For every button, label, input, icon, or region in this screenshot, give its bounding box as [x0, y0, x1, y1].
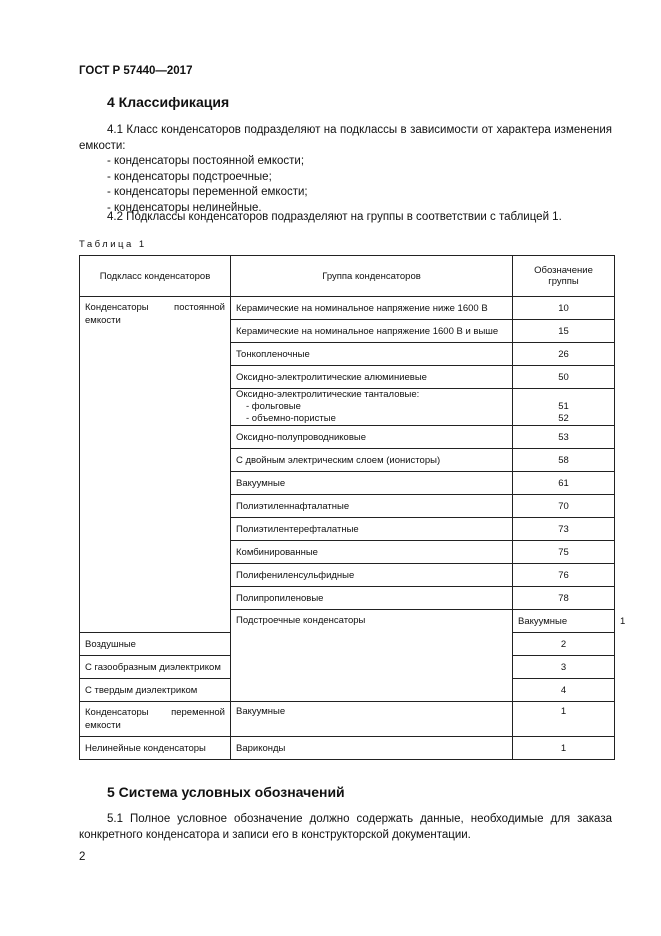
- column-header-code: Обозначение группы: [513, 256, 615, 297]
- group-cell: Вариконды: [231, 737, 513, 760]
- column-header-group: Группа конденсаторов: [231, 256, 513, 297]
- code-cell: 70: [513, 495, 615, 518]
- table-header-row: [80, 256, 615, 297]
- code-cell: 10: [513, 297, 615, 320]
- table-row: [80, 702, 615, 737]
- page-number: 2: [79, 851, 86, 863]
- section-4-title: 4 Классификация: [107, 94, 230, 110]
- code-cell: 1: [513, 702, 615, 737]
- code-cell: 76: [513, 564, 615, 587]
- code-cell: 73: [513, 518, 615, 541]
- group-cell: Вакуумные: [231, 472, 513, 495]
- table-row: [80, 297, 615, 320]
- group-cell: С двойным электрическим слоем (ионисторы): [231, 449, 513, 472]
- group-cell: Керамические на номинальное напряжение ниже 1600 В: [231, 297, 513, 320]
- code-cell: 50: [513, 366, 615, 389]
- code-cell: 53: [513, 426, 615, 449]
- code-cell: 4: [513, 679, 615, 702]
- group-cell: Полиэтиленнафталатные: [231, 495, 513, 518]
- code-cell: 78: [513, 587, 615, 610]
- group-cell: Полифениленсульфидные: [231, 564, 513, 587]
- code-cell: 61: [513, 472, 615, 495]
- group-cell: С твердым диэлектриком: [80, 679, 231, 702]
- subclass-cell: Конденсаторы постоянной емкости: [80, 297, 231, 633]
- group-cell: Оксидно-электролитические алюминиевые: [231, 366, 513, 389]
- table-caption: Таблица 1: [79, 239, 147, 250]
- paragraph-4-2: 4.2 Подклассы конденсаторов подразделяют на группы в соответствии с таблицей 1.: [107, 211, 562, 223]
- group-cell: Полипропиленовые: [231, 587, 513, 610]
- list-item: - конденсаторы нелинейные.: [107, 201, 262, 214]
- section-5-title: 5 Система условных обозначений: [107, 784, 345, 800]
- code-cell: 75: [513, 541, 615, 564]
- list-item: - конденсаторы подстроечные;: [107, 170, 272, 183]
- group-cell: Полиэтилентерефталатные: [231, 518, 513, 541]
- group-cell: Оксидно-электролитические танталовые: - фольговые - объемно-пористые: [231, 389, 513, 426]
- group-cell: Вакуумные: [513, 610, 615, 633]
- table-row: Подстроечные конденсаторы Вакуумные 1: [80, 610, 615, 633]
- list-item: - конденсаторы переменной емкости;: [107, 186, 308, 198]
- group-cell: Вакуумные: [231, 702, 513, 737]
- code-cell: 15: [513, 320, 615, 343]
- group-cell: Тонкопленочные: [231, 343, 513, 366]
- subclass-cell: Подстроечные конденсаторы: [231, 610, 513, 702]
- code-cell: 51 52: [513, 389, 615, 426]
- group-cell: Оксидно-полупроводниковые: [231, 426, 513, 449]
- code-cell: 26: [513, 343, 615, 366]
- sub-item: - объемно-пористые: [246, 413, 336, 424]
- list-item: - конденсаторы постоянной емкости;: [107, 155, 305, 167]
- subclass-cell: Конденсаторы переменной емкости: [80, 702, 231, 737]
- subclass-cell: Нелинейные конденсаторы: [80, 737, 231, 760]
- paragraph-4-1: 4.1 Класс конденсаторов подразделяют на подклассы в зависимости от характера изменения емкости:: [79, 124, 612, 152]
- code-cell: 58: [513, 449, 615, 472]
- classification-table: [79, 255, 626, 760]
- document-header: ГОСТ Р 57440—2017: [79, 65, 193, 77]
- sub-item: - фольговые: [246, 401, 301, 412]
- group-cell: С газообразным диэлектриком: [80, 656, 231, 679]
- group-cell: Комбинированные: [231, 541, 513, 564]
- column-header-subclass: Подкласс конденсаторов: [80, 256, 231, 297]
- code-cell: 1: [513, 737, 615, 760]
- table-row: [80, 737, 615, 760]
- code-cell: 2: [513, 633, 615, 656]
- group-cell: Воздушные: [80, 633, 231, 656]
- paragraph-5-1: 5.1 Полное условное обозначение должно содержать данные, необходимые для заказа конкретного конденсатора и записи его в конструкторской документации.: [79, 813, 612, 841]
- code-cell: 3: [513, 656, 615, 679]
- group-cell: Керамические на номинальное напряжение 1600 В и выше: [231, 320, 513, 343]
